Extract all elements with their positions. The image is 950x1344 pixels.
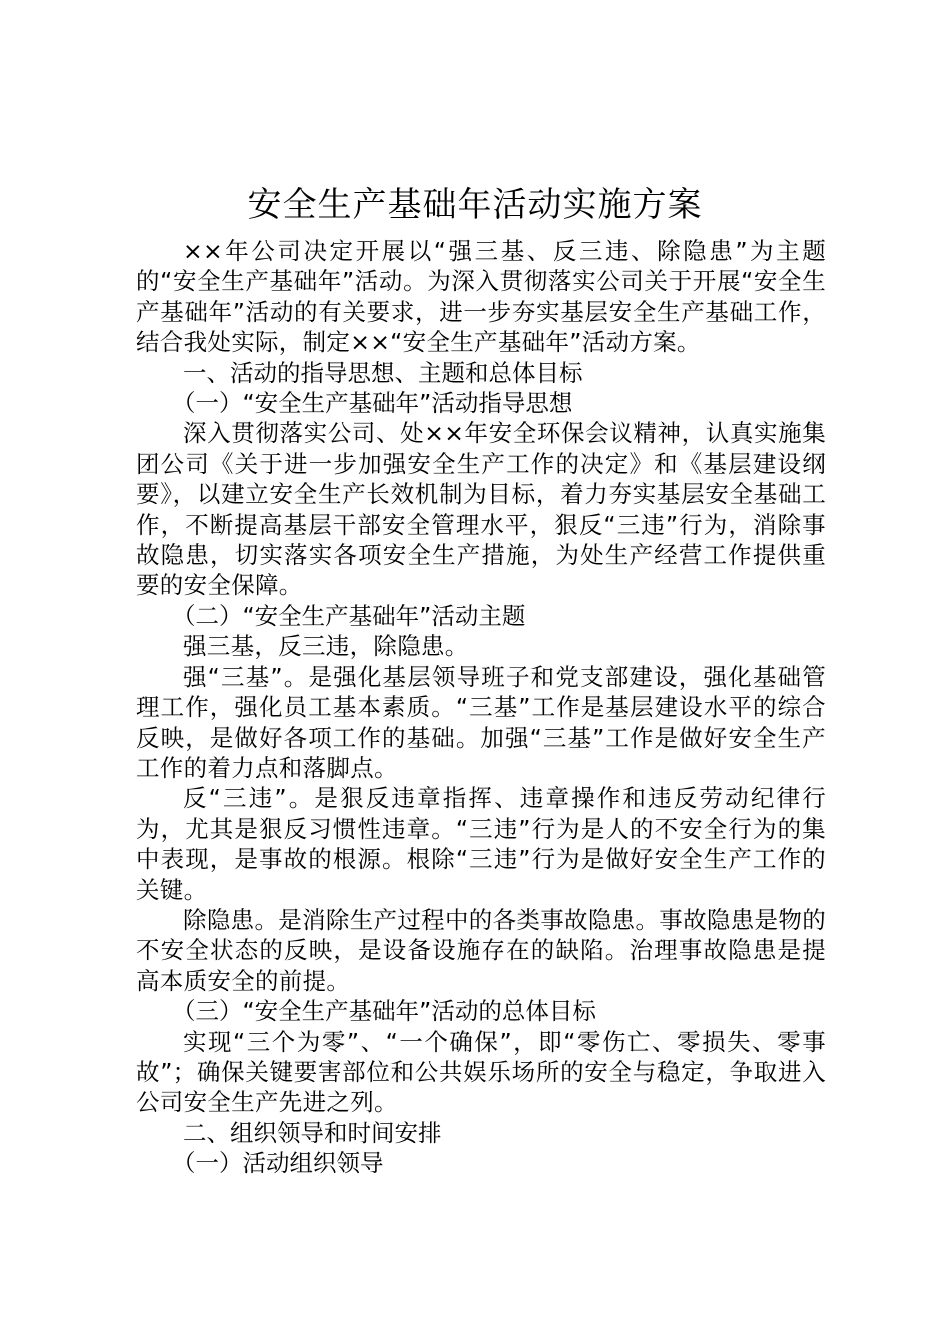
section-heading-1: 一、活动的指导思想、主题和总体目标 [183,358,583,387]
anti-violations-paragraph: 反“三违”。是狠反违章指挥、违章操作和违反劳动纪律行为，尤其是狠反习惯性违章。“三违”行为是人的不安全行为的集中表现，是事故的根源。根除“三违”行为是做好安全生产工作的关键。 [136,784,826,904]
subsection-heading-2-1: （一）活动组织领导 [172,1149,384,1178]
subsection-heading-1-3: （三）“安全生产基础年”活动的总体目标 [172,997,596,1026]
section-heading-2: 二、组织领导和时间安排 [183,1118,442,1147]
subsection-heading-1-1: （一）“安全生产基础年”活动指导思想 [172,389,573,418]
theme-paragraph: 强三基，反三违，除隐患。 [183,632,469,661]
document-title: 安全生产基础年活动实施方案 [247,185,703,225]
guiding-ideology-paragraph: 深入贯彻落实公司、处××年安全环保会议精神，认真实施集团公司《关于进一步加强安全生产工作的决定》和《基层建设纲要》，以建立安全生产长效机制为目标，着力夯实基层安全基础工作，不断提高基层干部安全管理水平，狠反“三违”行为，消除事故隐患，切实落实各项安全生产措施，为处生产经营工作提供重要的安全保障。 [136,419,826,600]
eliminate-hazards-paragraph: 除隐患。是消除生产过程中的各类事故隐患。事故隐患是物的不安全状态的反映，是设备设施存在的缺陷。治理事故隐患是提高本质安全的前提。 [136,905,826,995]
overall-goal-paragraph: 实现“三个为零”、“一个确保”，即“零伤亡、零损失、零事故”；确保关键要害部位和公共娱乐场所的安全与稳定，争取进入公司安全生产先进之列。 [136,1027,826,1117]
intro-paragraph: ××年公司决定开展以“强三基、反三违、除隐患”为主题的“安全生产基础年”活动。为深入贯彻落实公司关于开展“安全生产基础年”活动的有关要求，进一步夯实基层安全生产基础工作，结合我处实际，制定××“安全生产基础年”活动方案。 [136,237,826,357]
document-body [136,236,826,1179]
strengthen-basics-paragraph: 强“三基”。是强化基层领导班子和党支部建设，强化基础管理工作，强化员工基本素质。“三基”工作是基层建设水平的综合反映，是做好各项工作的基础。加强“三基”工作是做好安全生产工作的着力点和落脚点。 [136,662,826,782]
subsection-heading-1-2: （二）“安全生产基础年”活动主题 [172,601,526,630]
